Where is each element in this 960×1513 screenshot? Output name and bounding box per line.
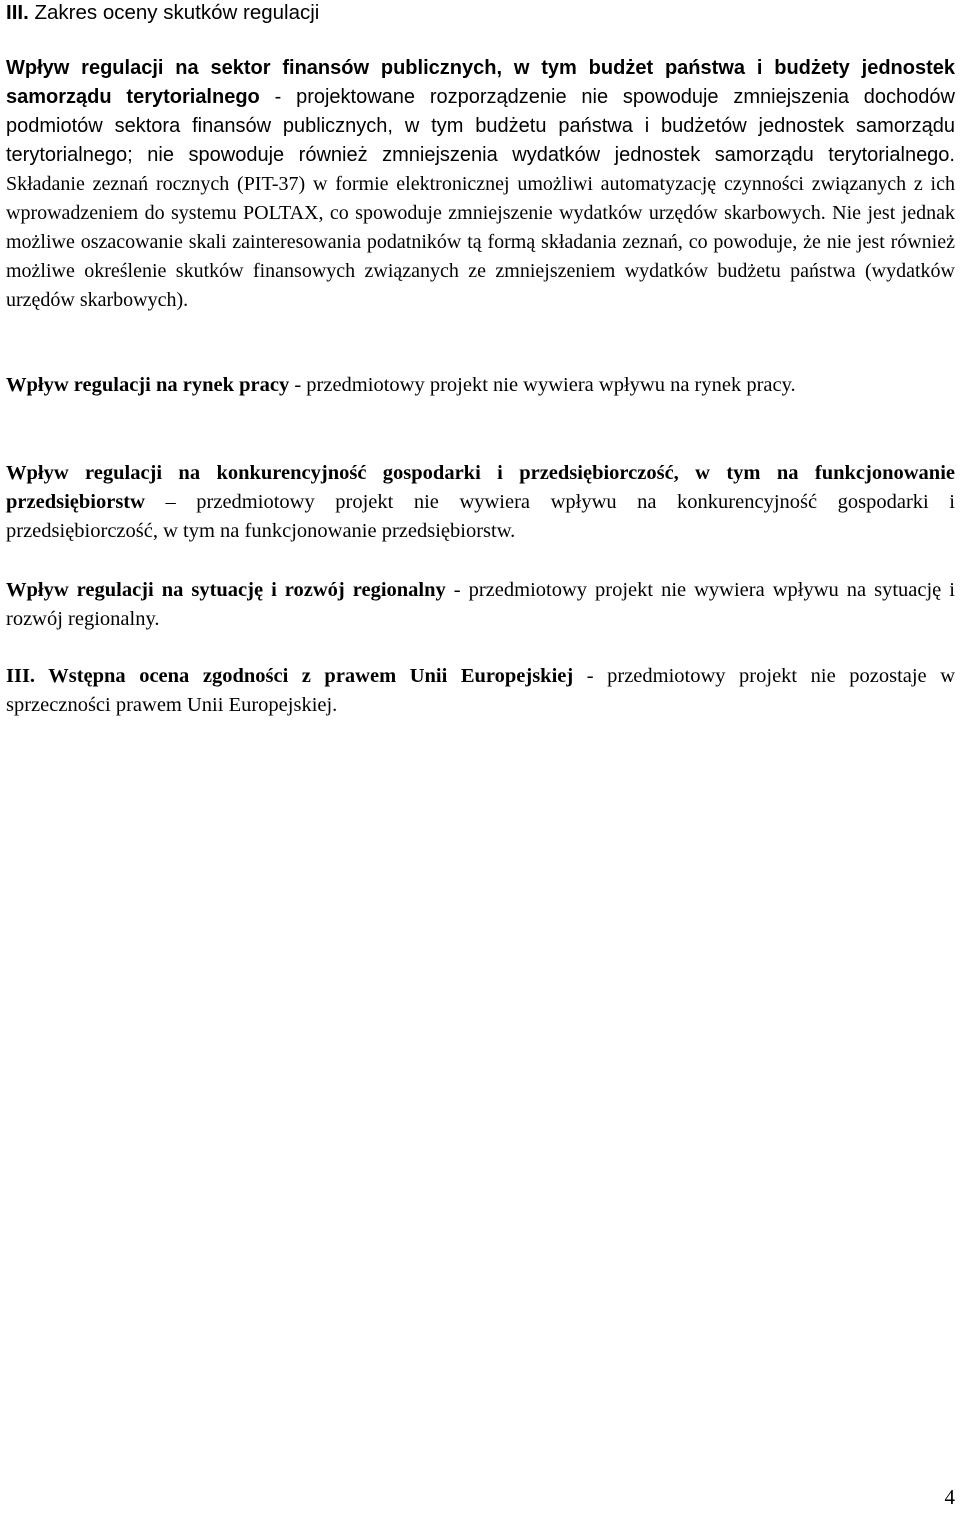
section-heading-title: Zakres oceny skutków regulacji xyxy=(34,1,320,24)
page-number: 4 xyxy=(944,1485,955,1509)
paragraph-lead: Wpływ regulacji na konkurencyjność gospodarki i przedsiębiorczość, w tym na funkcjonowanie przedsiębiorstw xyxy=(6,462,955,513)
paragraph-lead: Wpływ regulacji na sektor finansów publicznych, w tym budżet państwa i budżety jednostek samorządu terytorialnego xyxy=(6,57,955,108)
paragraph-public-finance-impact xyxy=(6,54,955,315)
paragraph-continuation: Składanie zeznań rocznych (PIT-37) w formie elektronicznej umożliwi automatyzację czynności związanych z ich wprowadzeniem do systemu POLTAX, co spowoduje zmniejszenie wydatków urzędów skarbowych. Nie jest jednak możliwe oszacowanie skali zainteresowania podatników tą formą składania zeznań, co powoduje, że nie jest również możliwe określenie skutków finansowych związanych ze zmniejszeniem wydatków budżetu państwa (wydatków urzędów skarbowych). xyxy=(6,173,955,311)
paragraph-lead: III. Wstępna ocena zgodności z prawem Unii Europejskiej xyxy=(6,665,574,687)
paragraph-body: - przedmiotowy projekt nie wywiera wpływu na rynek pracy. xyxy=(289,374,796,396)
paragraph-lead: Wpływ regulacji na sytuację i rozwój regionalny xyxy=(6,579,446,601)
paragraph-eu-compliance xyxy=(6,662,955,720)
section-heading-number: III. xyxy=(6,1,29,24)
paragraph-body: - projektowane rozporządzenie nie spowoduje zmniejszenia dochodów podmiotów sektora finansów publicznych, w tym budżetu państwa i budżetów jednostek samorządu terytorialnego; nie spowoduje również zmniejszenia wydatków jednostek samorządu terytorialnego. xyxy=(6,86,955,166)
paragraph-labor-market-impact xyxy=(6,371,955,400)
paragraph-body: – przedmiotowy projekt nie wywiera wpływu na konkurencyjność gospodarki i przedsiębiorczość, w tym na funkcjonowanie przedsiębiorstw. xyxy=(6,491,955,542)
paragraph-body: - przedmiotowy projekt nie pozostaje w sprzeczności prawem Unii Europejskiej. xyxy=(6,665,955,716)
section-heading xyxy=(6,0,319,26)
paragraph-lead: Wpływ regulacji na rynek pracy xyxy=(6,374,290,396)
paragraph-regional-impact xyxy=(6,576,955,634)
paragraph-body: - przedmiotowy projekt nie wywiera wpływu na sytuację i rozwój regionalny. xyxy=(6,579,955,630)
paragraph-competitiveness-impact xyxy=(6,459,955,546)
